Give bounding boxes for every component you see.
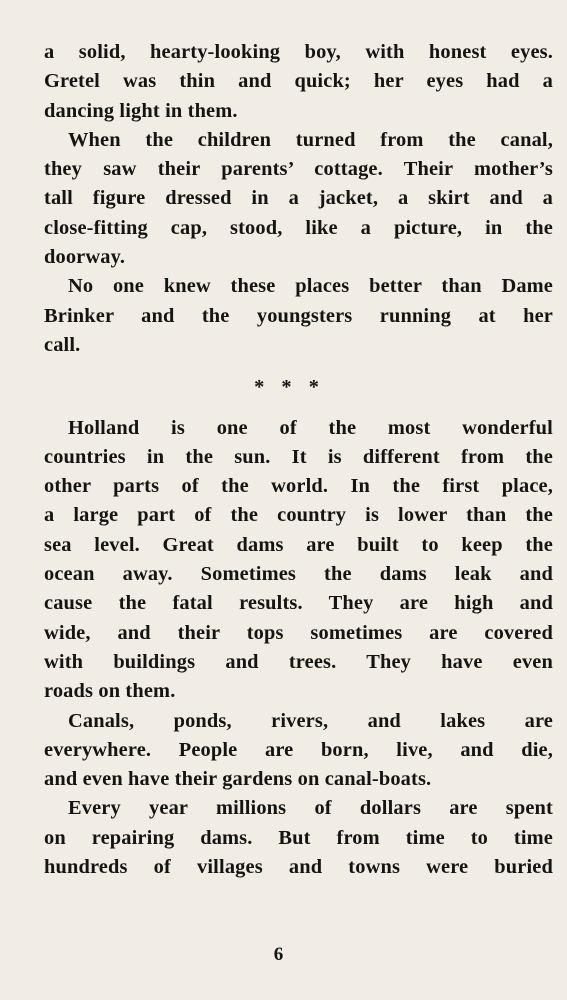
paragraph <box>44 38 553 126</box>
text-line: hundreds of villages and towns were buried <box>44 856 553 879</box>
text-line: they saw their parents’ cottage. Their mother’s <box>44 158 553 181</box>
text-line: Canals, ponds, rivers, and lakes are <box>68 709 553 732</box>
text-line: No one knew these places better than Dame <box>68 275 553 298</box>
text-line: sea level. Great dams are built to keep the <box>44 533 553 556</box>
page-number: 6 <box>273 944 284 965</box>
text-line: a large part of the country is lower than the <box>44 504 553 527</box>
paragraph <box>44 794 553 882</box>
text-line: Brinker and the youngsters running at her <box>44 304 553 327</box>
text-line: When the children turned from the canal, <box>68 128 553 151</box>
text-line: and even have their gardens on canal-boats. <box>44 768 432 791</box>
paragraph <box>44 414 553 707</box>
text-line: tall figure dressed in a jacket, a skirt and a <box>44 187 553 210</box>
text-line: a solid, hearty-looking boy, with honest eyes. <box>44 41 553 63</box>
text-line: countries in the sun. It is different from the <box>44 445 553 468</box>
text-line: roads on them. <box>44 680 176 703</box>
page-body-text <box>44 38 553 882</box>
text-line: ocean away. Sometimes the dams leak and <box>44 563 553 586</box>
text-line: Holland is one of the most wonderful <box>68 416 553 439</box>
text-line: close-fitting cap, stood, like a picture, in the <box>44 216 553 239</box>
text-line: with buildings and trees. They have even <box>44 650 553 673</box>
section-separator: * * * <box>254 376 325 399</box>
text-line: call. <box>44 333 81 356</box>
paragraph <box>44 707 553 795</box>
text-line: Gretel was thin and quick; her eyes had a <box>44 70 553 93</box>
text-line: doorway. <box>44 246 126 269</box>
text-line: on repairing dams. But from time to time <box>44 826 553 849</box>
text-line: other parts of the world. In the first place, <box>44 475 553 498</box>
text-line: Every year millions of dollars are spent <box>68 797 553 820</box>
text-line: everywhere. People are born, live, and die, <box>44 738 553 761</box>
text-line: cause the fatal results. They are high and <box>44 592 553 615</box>
text-line: dancing light in them. <box>44 99 238 122</box>
paragraph <box>44 272 553 360</box>
paragraph <box>44 126 553 272</box>
text-line: wide, and their tops sometimes are covered <box>44 621 553 644</box>
